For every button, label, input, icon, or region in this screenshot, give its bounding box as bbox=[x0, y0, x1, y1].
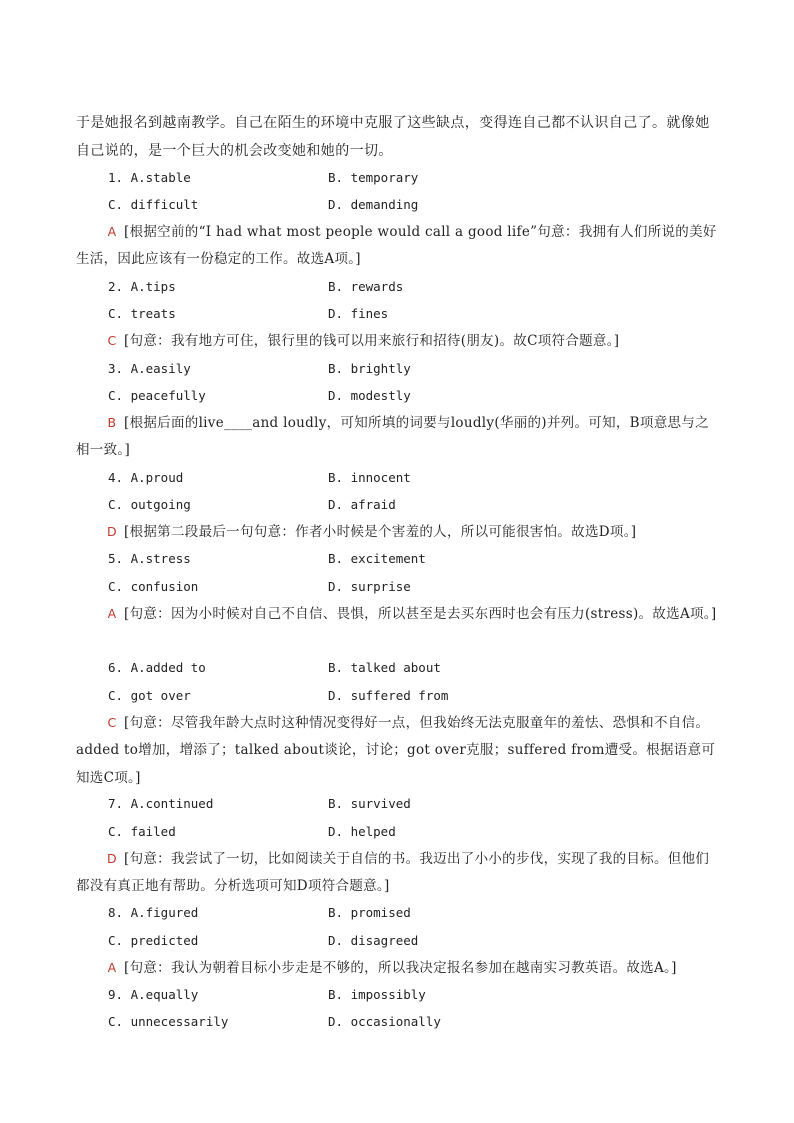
intro-paragraph: 于是她报名到越南教学。自己在陌生的环境中克服了这些缺点，变得连自己都不认识自己了。就像她自己说的，是一个巨大的机会改变她和她的一切。 bbox=[76, 115, 710, 159]
q7-option-a: 7. A.continued bbox=[108, 796, 214, 811]
q2-option-d: D. fines bbox=[328, 306, 389, 321]
q9-option-b: B. impossibly bbox=[328, 987, 426, 1002]
q8-explanation-text: [句意：我认为朝着目标小步走是不够的，所以我决定报名参加在越南实习教英语。故选A。] bbox=[124, 960, 677, 976]
q4-answer-letter: D bbox=[107, 524, 117, 539]
q7-option-c: C. failed bbox=[108, 824, 176, 839]
q9-option-a: 9. A.equally bbox=[108, 987, 199, 1002]
q2-answer-letter: C bbox=[107, 333, 117, 348]
q8-answer-letter: A bbox=[107, 960, 117, 975]
q4-option-b: B. innocent bbox=[328, 470, 411, 485]
q2-option-b: B. rewards bbox=[328, 279, 404, 294]
q8-option-d: D. disagreed bbox=[328, 933, 419, 948]
q7-explanation-text: [句意：我尝试了一切，比如阅读关于自信的书。我迈出了小小的步伐，实现了我的目标。但他们都没有真正地有帮助。分析选项可知D项符合题意。] bbox=[76, 851, 710, 895]
q7-explanation bbox=[76, 845, 720, 901]
q6-explanation-text: [句意：尽管我年龄大点时这种情况变得好一点，但我始终无法克服童年的羞怯、恐惧和不自信。added to增加，增添了；talked about谈论，讨论；got over克服；suffered from遭受。根据语意可知选C项。] bbox=[76, 715, 716, 786]
q5-explanation bbox=[76, 600, 720, 628]
q6-option-c: C. got over bbox=[108, 688, 191, 703]
q2-option-a: 2. A.tips bbox=[108, 279, 176, 294]
q1-option-a: 1. A.stable bbox=[108, 170, 191, 185]
q5-option-a: 5. A.stress bbox=[108, 551, 191, 566]
q3-answer-letter: B bbox=[107, 415, 117, 430]
q4-explanation bbox=[76, 518, 720, 546]
q5-option-d: D. surprise bbox=[328, 579, 411, 594]
q1-explanation-text: [根据空前的“I had what most people would call a good life”句意：我拥有人们所说的美好生活，因此应该有一份稳定的工作。故选A项。] bbox=[76, 224, 717, 268]
q3-option-c: C. peacefully bbox=[108, 388, 206, 403]
q9-option-d: D. occasionally bbox=[328, 1014, 441, 1029]
q6-answer-letter: C bbox=[107, 715, 117, 730]
q2-explanation-text: [句意：我有地方可住，银行里的钱可以用来旅行和招待(朋友)。故C项符合题意。] bbox=[124, 333, 620, 349]
q4-option-a: 4. A.proud bbox=[108, 470, 184, 485]
q1-answer-letter: A bbox=[107, 224, 117, 239]
q3-explanation bbox=[76, 409, 720, 465]
q5-option-b: B. excitement bbox=[328, 551, 426, 566]
q5-option-c: C. confusion bbox=[108, 579, 199, 594]
q2-option-c: C. treats bbox=[108, 306, 176, 321]
q4-explanation-text: [根据第二段最后一句句意：作者小时候是个害羞的人，所以可能很害怕。故选D项。] bbox=[124, 524, 637, 540]
q8-explanation bbox=[76, 954, 720, 982]
q8-option-c: C. predicted bbox=[108, 933, 199, 948]
q7-option-b: B. survived bbox=[328, 796, 411, 811]
q6-option-b: B. talked about bbox=[328, 660, 441, 675]
q4-option-d: D. afraid bbox=[328, 497, 396, 512]
q6-explanation bbox=[76, 709, 720, 792]
q3-option-b: B. brightly bbox=[328, 361, 411, 376]
q3-option-d: D. modestly bbox=[328, 388, 411, 403]
q3-explanation-text: [根据后面的live____and loudly，可知所填的词要与loudly(华丽的)并列。可知，B项意思与之相一致。] bbox=[76, 415, 709, 459]
q6-option-a: 6. A.added to bbox=[108, 660, 206, 675]
q7-option-d: D. helped bbox=[328, 824, 396, 839]
q9-option-c: C. unnecessarily bbox=[108, 1014, 229, 1029]
q8-option-b: B. promised bbox=[328, 905, 411, 920]
q1-option-b: B. temporary bbox=[328, 170, 419, 185]
q1-explanation bbox=[76, 218, 720, 274]
q6-option-d: D. suffered from bbox=[328, 688, 449, 703]
q5-answer-letter: A bbox=[107, 606, 117, 621]
q3-option-a: 3. A.easily bbox=[108, 361, 191, 376]
q1-option-d: D. demanding bbox=[328, 197, 419, 212]
q2-explanation bbox=[76, 327, 720, 355]
q1-option-c: C. difficult bbox=[108, 197, 199, 212]
q5-explanation-text: [句意：因为小时候对自己不自信、畏惧，所以甚至是去买东西时也会有压力(stress)。故选A项。] bbox=[124, 606, 717, 622]
q8-option-a: 8. A.figured bbox=[108, 905, 199, 920]
q4-option-c: C. outgoing bbox=[108, 497, 191, 512]
q7-answer-letter: D bbox=[107, 851, 117, 866]
